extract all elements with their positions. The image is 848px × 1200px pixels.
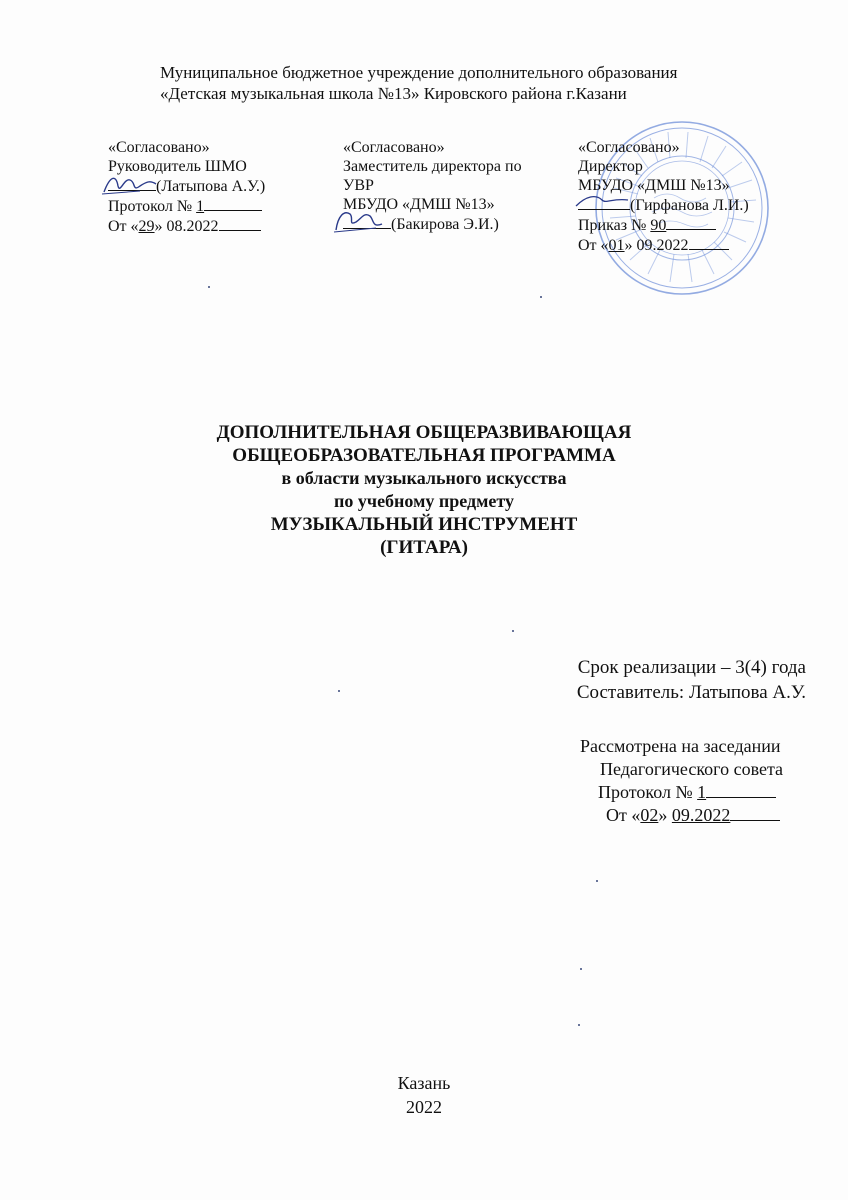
institution-line-1: Муниципальное бюджетное учреждение дополнительного образования bbox=[160, 63, 678, 82]
date-prefix: От « bbox=[108, 218, 139, 235]
date-day: 01 bbox=[608, 237, 625, 254]
date-suffix: » 08.2022 bbox=[154, 218, 219, 235]
program-title bbox=[0, 421, 848, 559]
council-block bbox=[580, 735, 783, 827]
title-line-4: по учебному предмету bbox=[334, 491, 514, 511]
date-day: 29 bbox=[138, 218, 155, 235]
agreed-label: «Согласовано» bbox=[108, 139, 210, 156]
title-line-3: в области музыкального искусства bbox=[281, 468, 567, 488]
council-protocol-line bbox=[580, 781, 783, 804]
title-line-2: ОБЩЕОБРАЗОВАТЕЛЬНАЯ ПРОГРАММА bbox=[232, 445, 616, 466]
council-protocol-label: Протокол № bbox=[598, 782, 693, 802]
term-duration: Срок реализации – 3(4) года bbox=[577, 657, 806, 678]
date-prefix: От « bbox=[578, 237, 609, 254]
order-number: 90 bbox=[650, 217, 667, 234]
council-line-2: Педагогического совета bbox=[600, 759, 784, 779]
date-suffix: » 09.2022 bbox=[624, 237, 689, 254]
position-label: Директор bbox=[578, 158, 643, 175]
date-line bbox=[578, 235, 749, 255]
org-label: МБУДО «ДМШ №13» bbox=[578, 177, 730, 194]
signature-girfanova bbox=[572, 190, 632, 212]
scan-speck bbox=[596, 880, 598, 882]
signature-bakirova bbox=[330, 206, 392, 236]
org-label: МБУДО «ДМШ №13» bbox=[343, 196, 495, 213]
signature-latypova bbox=[100, 172, 160, 198]
council-date-line bbox=[580, 804, 783, 827]
title-line-5: МУЗЫКАЛЬНЫЙ ИНСТРУМЕНТ bbox=[270, 514, 578, 535]
scan-speck bbox=[578, 1024, 580, 1026]
scan-speck bbox=[208, 286, 210, 288]
footer-block bbox=[0, 1071, 848, 1119]
position-label-1: Заместитель директора по bbox=[343, 158, 522, 175]
protocol-label: Протокол № bbox=[108, 198, 193, 215]
signatory-name: (Бакирова Э.И.) bbox=[391, 216, 499, 233]
scan-speck bbox=[580, 968, 582, 970]
protocol-line bbox=[108, 196, 265, 216]
agreed-label: «Согласовано» bbox=[343, 139, 445, 156]
council-date-prefix: От « bbox=[606, 805, 641, 825]
footer-city: Казань bbox=[397, 1073, 451, 1093]
term-author: Составитель: Латыпова А.У. bbox=[576, 682, 806, 703]
institution-header bbox=[160, 62, 677, 104]
scan-speck bbox=[512, 630, 514, 632]
footer-year: 2022 bbox=[406, 1097, 442, 1117]
position-label-2: УВР bbox=[343, 177, 374, 194]
order-label: Приказ № bbox=[578, 217, 647, 234]
council-date-rest: 09.2022 bbox=[671, 805, 731, 825]
scan-speck bbox=[540, 296, 542, 298]
title-line-1: ДОПОЛНИТЕЛЬНАЯ ОБЩЕРАЗВИВАЮЩАЯ bbox=[216, 422, 632, 443]
date-line bbox=[108, 216, 265, 236]
title-line-6: (ГИТАРА) bbox=[380, 537, 468, 558]
signatory-name: (Латыпова А.У.) bbox=[156, 178, 266, 195]
council-protocol-number: 1 bbox=[697, 782, 707, 802]
scan-speck bbox=[338, 690, 340, 692]
council-date-suffix: » bbox=[658, 805, 668, 825]
agreed-label: «Согласовано» bbox=[578, 139, 680, 156]
position-label: Руководитель ШМО bbox=[108, 158, 247, 175]
council-date-day: 02 bbox=[640, 805, 659, 825]
council-line-1: Рассмотрена на заседании bbox=[580, 736, 781, 756]
protocol-number: 1 bbox=[196, 198, 205, 215]
program-term-block bbox=[577, 655, 806, 705]
signatory-name: (Гирфанова Л.И.) bbox=[630, 197, 749, 214]
institution-line-2: «Детская музыкальная школа №13» Кировского района г.Казани bbox=[160, 84, 627, 103]
order-line bbox=[578, 215, 749, 235]
